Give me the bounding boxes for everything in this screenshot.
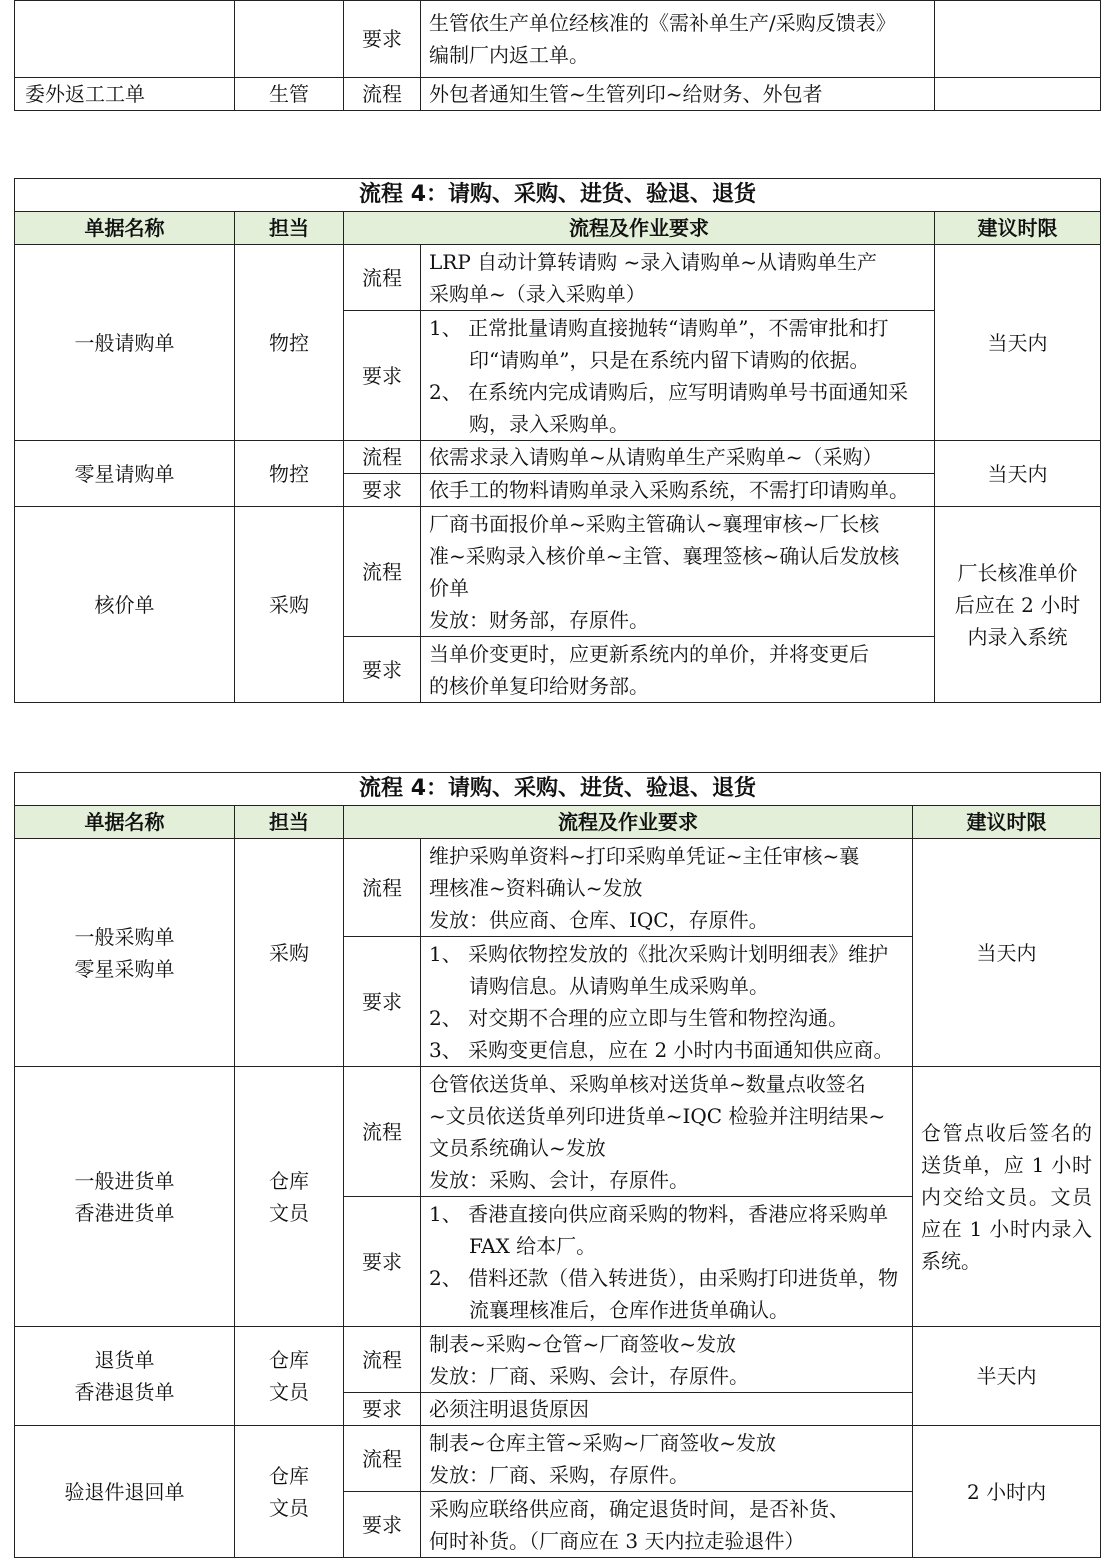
content-line: 的核价单复印给财务部。 [429,673,649,698]
table-row [15,441,1101,474]
numbered-item: 2、 在系统内完成请购后，应写明请购单号书面通知采购，录入采购单。 [429,379,909,436]
numbered-item: 1、 正常批量请购直接抛转“请购单”，不需审批和打印“请购单”，只是在系统内留下请购的依据。 [429,315,889,372]
time-line: 后应在 2 小时 [954,592,1081,617]
content-line: 仓管依送货单、采购单核对送货单~数量点收签名 [429,1071,866,1096]
time-line: 厂长核准单价 [957,560,1078,585]
content-line: LRP 自动计算转请购 ~录入请购单~从请购单生产 [429,249,878,274]
numbered-item: 1、 香港直接向供应商采购的物料，香港应将采购单 FAX 给本厂。 [429,1201,889,1258]
type-cell: 流程 [344,839,421,937]
content-line: 采购单~（录入采购单） [429,281,646,306]
content-line: 准~采购录入核价单~主管、襄理签核~确认后发放核 [429,543,900,568]
doc-name-line: 一般进货单 [74,1168,175,1193]
content-line: 制表~采购~仓管~厂商签收~发放 [429,1331,737,1356]
doc-name-cell: 委外返工工单 [15,78,235,111]
content-line: 发放：供应商、仓库、IQC，存原件。 [429,907,769,932]
table-title: 流程 4：请购、采购、进货、验退、退货 [15,773,1101,806]
header-time-limit: 建议时限 [913,806,1101,839]
doc-name-line: 退货单 [94,1348,155,1372]
owner-line: 仓库 [269,1168,309,1193]
content-cell: 必须注明退货原因 [421,1393,913,1426]
owner-line: 文员 [269,1495,309,1520]
header-row [15,806,1101,839]
content-cell [421,507,935,637]
time-cell: 当天内 [935,245,1101,441]
type-cell: 流程 [344,245,421,311]
time-cell [935,78,1101,111]
table-row [15,507,1101,637]
content-cell [421,1426,913,1492]
numbered-item: 3、 采购变更信息，应在 2 小时内书面通知供应商。 [429,1037,894,1062]
owner-cell [235,1067,344,1327]
type-cell: 流程 [344,1426,421,1492]
content-line: 发放：厂商、采购、会计，存原件。 [429,1363,749,1388]
owner-line: 仓库 [269,1463,309,1488]
header-time-limit: 建议时限 [935,212,1101,245]
type-cell: 要求 [344,637,421,703]
doc-name-cell [15,1,235,78]
content-cell [421,1197,913,1327]
owner-cell [235,1426,344,1558]
doc-name-line: 香港退货单 [74,1380,175,1404]
time-line: 内录入系统 [967,624,1068,649]
table-row [15,1426,1101,1492]
header-row [15,212,1101,245]
content-cell: 依手工的物料请购单录入采购系统，不需打印请购单。 [421,474,935,507]
content-line: 发放：财务部，存原件。 [429,607,649,632]
table-row [15,839,1101,937]
type-cell: 流程 [344,1067,421,1197]
content-line: 文员系统确认~发放 [429,1135,606,1160]
content-line: 当单价变更时，应更新系统内的单价，并将变更后 [429,641,869,666]
time-cell: 仓管点收后签名的送货单，应 1 小时内交给文员。文员应在 1 小时内录入系统。 [913,1067,1101,1327]
content-cell [421,245,935,311]
owner-cell: 采购 [235,507,344,703]
content-line: 何时补货。（厂商应在 3 天内拉走验退件） [429,1528,805,1553]
type-cell: 流程 [344,78,421,111]
doc-name-cell [15,1327,235,1426]
header-doc-name: 单据名称 [15,212,235,245]
type-cell: 流程 [344,1327,421,1393]
owner-line: 文员 [269,1200,309,1225]
content-cell [421,839,913,937]
content-cell: 依需求录入请购单~从请购单生产采购单~（采购） [421,441,935,474]
table-row [15,1327,1101,1393]
type-cell: 要求 [344,1393,421,1426]
time-cell: 2 小时内 [913,1426,1101,1558]
previous-process-table-fragment [14,0,1101,111]
content-line: 编制厂内返工单。 [429,43,589,67]
doc-name-cell: 零星请购单 [15,441,235,507]
time-cell: 半天内 [913,1327,1101,1426]
doc-name-cell [15,1067,235,1327]
content-cell [421,937,913,1067]
doc-name-line: 香港进货单 [74,1200,175,1225]
type-cell: 要求 [344,1492,421,1558]
content-cell [421,1327,913,1393]
doc-name-cell: 验退件退回单 [15,1426,235,1558]
numbered-item: 1、 采购依物控发放的《批次采购计划明细表》维护请购信息。从请购单生成采购单。 [429,941,889,998]
table-title: 流程 4：请购、采购、进货、验退、退货 [15,179,1101,212]
owner-line: 仓库 [269,1348,309,1372]
process-4-table-2 [14,772,1101,1558]
owner-line: 文员 [269,1380,309,1404]
doc-name-cell: 核价单 [15,507,235,703]
numbered-item: 2、 借料还款（借入转进货），由采购打印进货单，物流襄理核准后，仓库作进货单确认。 [429,1265,899,1322]
type-cell: 要求 [344,474,421,507]
time-cell: 当天内 [913,839,1101,1067]
content-cell: 外包者通知生管~生管列印~给财务、外包者 [421,78,935,111]
content-line: 采购应联络供应商，确定退货时间，是否补货、 [429,1496,849,1521]
type-cell: 要求 [344,311,421,441]
content-line: 生管依生产单位经核准的《需补单生产/采购反馈表》 [429,11,896,35]
content-cell [421,1067,913,1197]
content-cell [421,637,935,703]
owner-cell [235,1327,344,1426]
content-line: 维护采购单资料~打印采购单凭证~主任审核~襄 [429,843,860,868]
owner-cell: 物控 [235,441,344,507]
doc-name-line: 一般采购单 [74,924,175,949]
type-cell: 要求 [344,1197,421,1327]
time-cell: 当天内 [935,441,1101,507]
time-cell [935,1,1101,78]
owner-cell: 采购 [235,839,344,1067]
content-line: 制表~仓库主管~采购~厂商签收~发放 [429,1430,777,1455]
title-row [15,179,1101,212]
type-cell: 流程 [344,441,421,474]
content-line: 价单 [429,575,469,600]
title-row [15,773,1101,806]
owner-cell: 生管 [235,78,344,111]
table-row [15,1067,1101,1197]
doc-name-cell [15,839,235,1067]
table-row [15,1,1101,78]
content-cell [421,1,935,78]
header-doc-name: 单据名称 [15,806,235,839]
table-row [15,78,1101,111]
content-cell [421,1492,913,1558]
numbered-item: 2、 对交期不合理的应立即与生管和物控沟通。 [429,1005,849,1030]
type-cell: 要求 [344,1,421,78]
header-process: 流程及作业要求 [344,212,935,245]
content-line: 发放：采购、会计，存原件。 [429,1167,689,1192]
content-line: ~文员依送货单列印进货单~IQC 检验并注明结果~ [429,1103,886,1128]
type-cell: 要求 [344,937,421,1067]
doc-name-cell: 一般请购单 [15,245,235,441]
type-cell: 流程 [344,507,421,637]
header-process: 流程及作业要求 [344,806,913,839]
doc-name-line: 零星采购单 [74,956,175,981]
content-cell [421,311,935,441]
content-line: 厂商书面报价单~采购主管确认~襄理审核~厂长核 [429,511,880,536]
owner-cell [235,1,344,78]
table-row [15,245,1101,311]
owner-cell: 物控 [235,245,344,441]
time-cell [935,507,1101,703]
content-line: 理核准~资料确认~发放 [429,875,643,900]
content-line: 发放：厂商、采购，存原件。 [429,1462,689,1487]
header-owner: 担当 [235,806,344,839]
process-4-table-1 [14,178,1101,703]
header-owner: 担当 [235,212,344,245]
